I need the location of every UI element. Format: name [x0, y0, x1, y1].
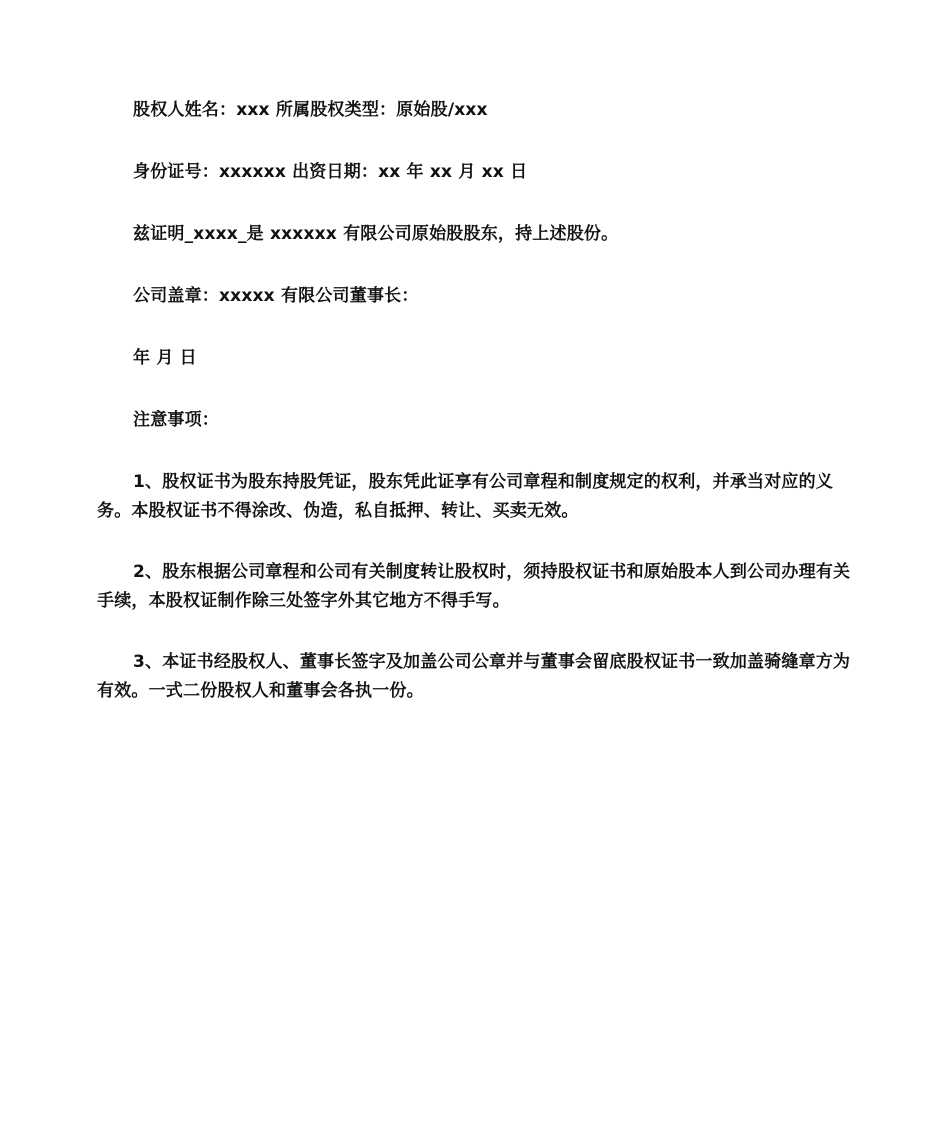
- date-line: 年 月 日: [133, 348, 197, 368]
- note-item-3: 3、本证书经股权人、董事长签字及加盖公司公章并与董事会留底股权证书一致加盖骑缝章方为有效。一式二份股权人和董事会各执一份。: [97, 652, 851, 701]
- document-body: [97, 96, 857, 738]
- id-number-line: 身份证号：xxxxxx 出资日期：xx 年 xx 月 xx 日: [133, 162, 528, 182]
- shareholder-name-line: 股权人姓名：xxx 所属股权类型：原始股/xxx: [133, 100, 488, 120]
- company-seal-line: 公司盖章：xxxxx 有限公司董事长：: [133, 286, 419, 306]
- certification-line: 兹证明_xxxx_是 xxxxxx 有限公司原始股股东，持上述股份。: [133, 224, 619, 244]
- note-item-1: 1、股权证书为股东持股凭证，股东凭此证享有公司章程和制度规定的权利，并承当对应的义务。本股权证书不得涂改、伪造，私自抵押、转让、买卖无效。: [97, 472, 834, 521]
- notes-heading: 注意事项：: [133, 410, 219, 430]
- note-item-2: 2、股东根据公司章程和公司有关制度转让股权时，须持股权证书和原始股本人到公司办理有关手续，本股权证制作除三处签字外其它地方不得手写。: [97, 562, 851, 611]
